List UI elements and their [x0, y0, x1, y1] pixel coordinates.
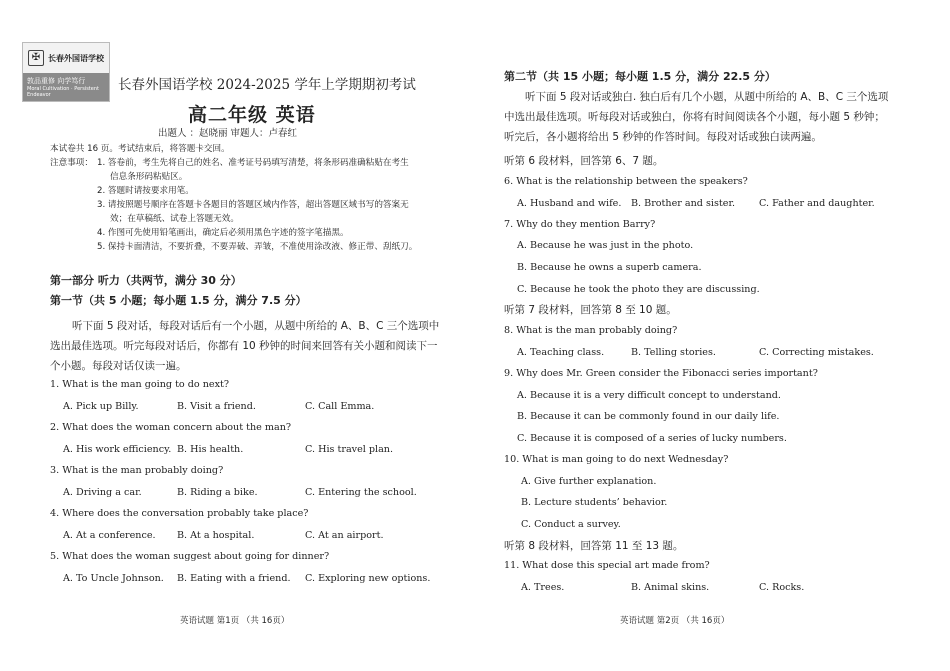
question-8: 8. What is the man probably doing?	[504, 325, 678, 336]
notice-item-2: 2. 答题时请按要求用笔。	[97, 186, 194, 196]
logo-subtitle: Moral Cultivation · Persistent Endeavor	[27, 86, 99, 98]
q1-option-a: A. Pick up Billy.	[63, 401, 139, 412]
q3-option-b: B. Riding a bike.	[177, 487, 258, 498]
section1-instr-2: 选出最佳选项。听完每段对话后，你都有 10 秒钟的时间来回答有关小题和阅读下一	[50, 340, 438, 352]
q9-option-c: C. Because it is composed of a series of lucky numbers.	[517, 433, 787, 444]
school-logo	[22, 42, 110, 102]
logo-tagline: 敦品重修 向学笃行	[27, 77, 86, 85]
q7-option-c: C. Because he took the photo they are discussing.	[517, 284, 760, 295]
question-3: 3. What is the man probably doing?	[50, 465, 224, 476]
q7-option-b: B. Because he owns a superb camera.	[517, 262, 702, 273]
question-1: 1. What is the man going to do next?	[50, 379, 229, 390]
notice-item-1: 1. 答卷前，考生先将自己的姓名、准考证号码填写清楚，将条形码准确粘贴在考生	[97, 158, 409, 168]
logo-script: 长春外国语学校	[48, 52, 104, 63]
q4-option-c: C. At an airport.	[305, 530, 384, 541]
q6-option-a: A. Husband and wife.	[517, 198, 622, 209]
q10-option-c: C. Conduct a survey.	[521, 519, 621, 530]
q5-option-a: A. To Uncle Johnson.	[63, 573, 164, 584]
q6-option-b: B. Brother and sister.	[631, 198, 736, 209]
section2-instr-2: 中选出最佳选项。听每段对话或独白，你将有时间阅读各个小题，每小题 5 秒钟；	[504, 111, 885, 123]
q2-option-c: C. His travel plan.	[305, 444, 394, 455]
section1-title: 第一节（共 5 小题；每小题 1.5 分，满分 7.5 分）	[50, 294, 307, 307]
question-5: 5. What does the woman suggest about going for dinner?	[50, 551, 330, 562]
q11-option-b: B. Animal skins.	[631, 582, 710, 593]
section2-instr-1: 听下面 5 段对话或独白. 独白后有几个小题，从题中所给的 A、B、C 三个选项	[525, 91, 889, 103]
q8-option-b: B. Telling stories.	[631, 347, 716, 358]
q11-option-c: C. Rocks.	[759, 582, 805, 593]
crest-icon: ✠	[28, 50, 44, 66]
q4-option-a: A. At a conference.	[63, 530, 156, 541]
notice-item-1b: 信息条形码粘贴区。	[110, 172, 188, 182]
page-footer: 英语试题 第2页 （共 16页）	[620, 616, 730, 626]
listen-8-heading: 听第 8 段材料，回答第 11 至 13 题。	[504, 540, 684, 552]
listen-6-heading: 听第 6 段材料，回答第 6、7 题。	[504, 155, 664, 167]
q11-option-a: A. Trees.	[521, 582, 565, 593]
question-4: 4. Where does the conversation probably take place?	[50, 508, 309, 519]
listen-7-heading: 听第 7 段材料，回答第 8 至 10 题。	[504, 304, 677, 316]
q8-option-c: C. Correcting mistakes.	[759, 347, 874, 358]
section2-instr-3: 听完后，各小题将给出 5 秒钟的作答时间。每段对话或独白读两遍。	[504, 131, 822, 143]
notice-label: 注意事项：	[50, 158, 93, 168]
section2-title: 第二节（共 15 小题；每小题 1.5 分，满分 22.5 分）	[504, 70, 776, 83]
q3-option-c: C. Entering the school.	[305, 487, 417, 498]
notice-item-3b: 效；在草稿纸、试卷上答题无效。	[110, 214, 239, 224]
question-7: 7. Why do they mention Barry?	[504, 219, 656, 230]
page-2	[475, 0, 950, 671]
notice-item-5: 5. 保持卡面清洁，不要折叠，不要弄破、弄皱，不准使用涂改液、修正带、刮纸刀。	[97, 242, 418, 252]
q9-option-b: B. Because it can be commonly found in our daily life.	[517, 411, 780, 422]
question-2: 2. What does the woman concern about the man?	[50, 422, 292, 433]
q5-option-c: C. Exploring new options.	[305, 573, 431, 584]
q1-option-b: B. Visit a friend.	[177, 401, 256, 412]
q1-option-c: C. Call Emma.	[305, 401, 375, 412]
question-6: 6. What is the relationship between the speakers?	[504, 176, 748, 187]
section1-instr-3: 个小题。每段对话仅读一遍。	[50, 360, 187, 372]
q9-option-a: A. Because it is a very difficult concept to understand.	[517, 390, 781, 401]
q8-option-a: A. Teaching class.	[517, 347, 605, 358]
q10-option-b: B. Lecture students’ behavior.	[521, 497, 668, 508]
question-9: 9. Why does Mr. Green consider the Fibonacci series important?	[504, 368, 818, 379]
exam-title: 长春外国语学校 2024-2025 学年上学期期初考试	[118, 77, 416, 93]
authors-line: 出题人 ：赵晓丽 审题人：卢春红	[158, 128, 298, 139]
question-11: 11. What dose this special art made from?	[504, 560, 710, 571]
q4-option-b: B. At a hospital.	[177, 530, 255, 541]
part1-title: 第一部分 听力（共两节，满分 30 分）	[50, 274, 242, 287]
q10-option-a: A. Give further explanation.	[521, 476, 657, 487]
q3-option-a: A. Driving a car.	[63, 487, 142, 498]
grade-subject: 高二年级 英语	[188, 104, 316, 126]
q2-option-b: B. His health.	[177, 444, 244, 455]
q7-option-a: A. Because he was just in the photo.	[517, 240, 694, 251]
q2-option-a: A. His work efficiency.	[63, 444, 172, 455]
question-10: 10. What is man going to do next Wednesday?	[504, 454, 729, 465]
q5-option-b: B. Eating with a friend.	[177, 573, 291, 584]
q6-option-c: C. Father and daughter.	[759, 198, 875, 209]
notice-item-3: 3. 请按照题号顺序在答题卡各题目的答题区域内作答，超出答题区域书写的答案无	[97, 200, 409, 210]
notice-item-4: 4. 作图可先使用铅笔画出，确定后必须用黑色字迹的签字笔描黑。	[97, 228, 349, 238]
page-footer: 英语试题 第1页 （共 16页）	[180, 616, 290, 626]
notice-intro: 本试卷共 16 页。考试结束后，将答题卡交回。	[50, 144, 230, 154]
section1-instr-1: 听下面 5 段对话，每段对话后有一个小题，从题中所给的 A、B、C 三个选项中	[72, 320, 440, 332]
